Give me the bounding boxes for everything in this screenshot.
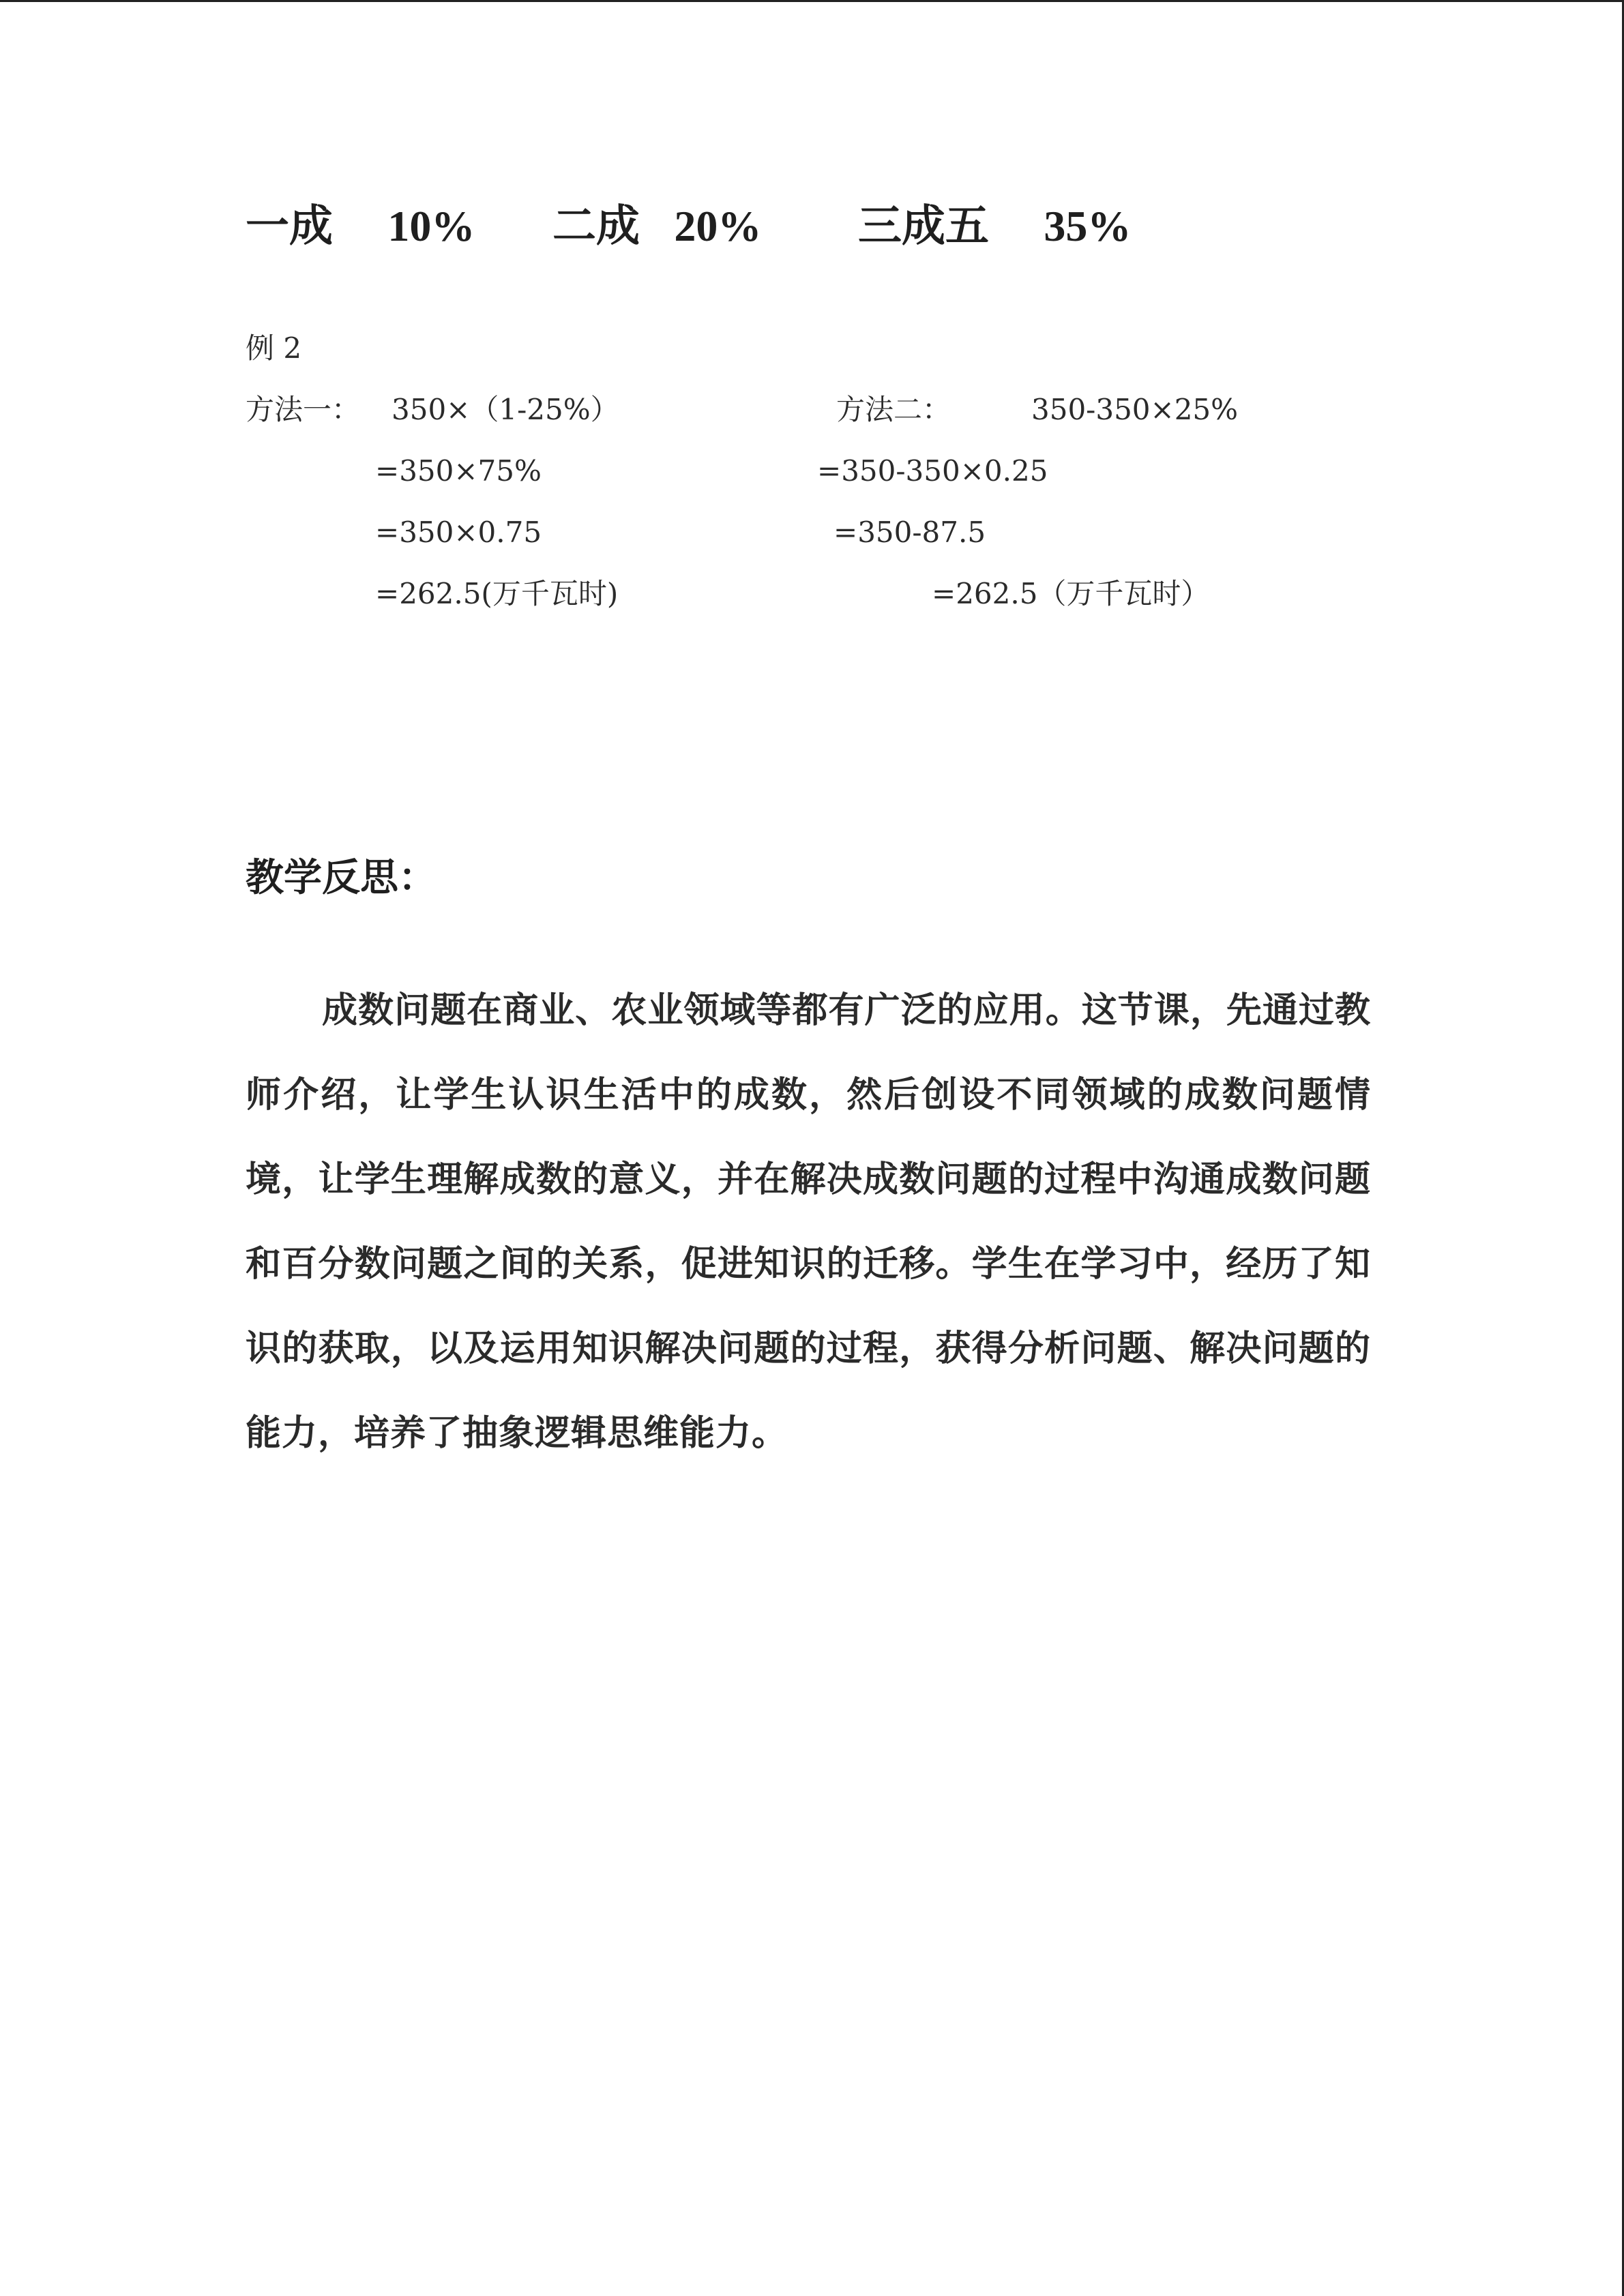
ratio-value: 20%	[674, 202, 762, 250]
method2-step-3: =262.5（万千瓦时）	[932, 577, 1210, 610]
example-label: 例 2	[246, 331, 302, 365]
ratio-term: 一成	[246, 201, 333, 252]
method2-expression: 350-350×25%	[1031, 393, 1239, 426]
method1-expression: 350×（1-25%）	[392, 393, 619, 426]
ratio-item-2	[552, 201, 762, 252]
ratio-value: 35%	[1044, 202, 1132, 250]
page-border-top	[0, 0, 1624, 2]
method2-step-1: =350-350×0.25	[817, 454, 1048, 488]
method1-step-2: =350×0.75	[375, 516, 542, 549]
method2-label: 方法二：	[836, 393, 951, 426]
method1-label: 方法一：	[246, 393, 361, 426]
method1-step-1: =350×75%	[375, 454, 542, 488]
ratio-value: 10%	[387, 202, 475, 250]
method1-step-3: =262.5(万千瓦时)	[375, 577, 619, 610]
ratio-item-3	[858, 201, 1132, 252]
ratio-term: 二成	[552, 201, 640, 252]
reflection-paragraph: 成数问题在商业、农业领域等都有广泛的应用。这节课，先通过教师介绍，让学生认识生活中的成数，然后创设不同领域的成数问题情境，让学生理解成数的意义，并在解决成数问题的过程中沟通成数问题和百分数问题之间的关系，促进知识的迁移。学生在学习中，经历了知识的获取，以及运用知识解决问题的过程，获得分析问题、解决问题的能力，培养了抽象逻辑思维能力。	[246, 990, 1371, 1454]
method2-step-2: =350-87.5	[833, 516, 986, 549]
ratio-term: 三成五	[858, 201, 989, 252]
ratio-item-1	[246, 201, 475, 252]
reflection-title: 教学反思：	[246, 856, 437, 900]
